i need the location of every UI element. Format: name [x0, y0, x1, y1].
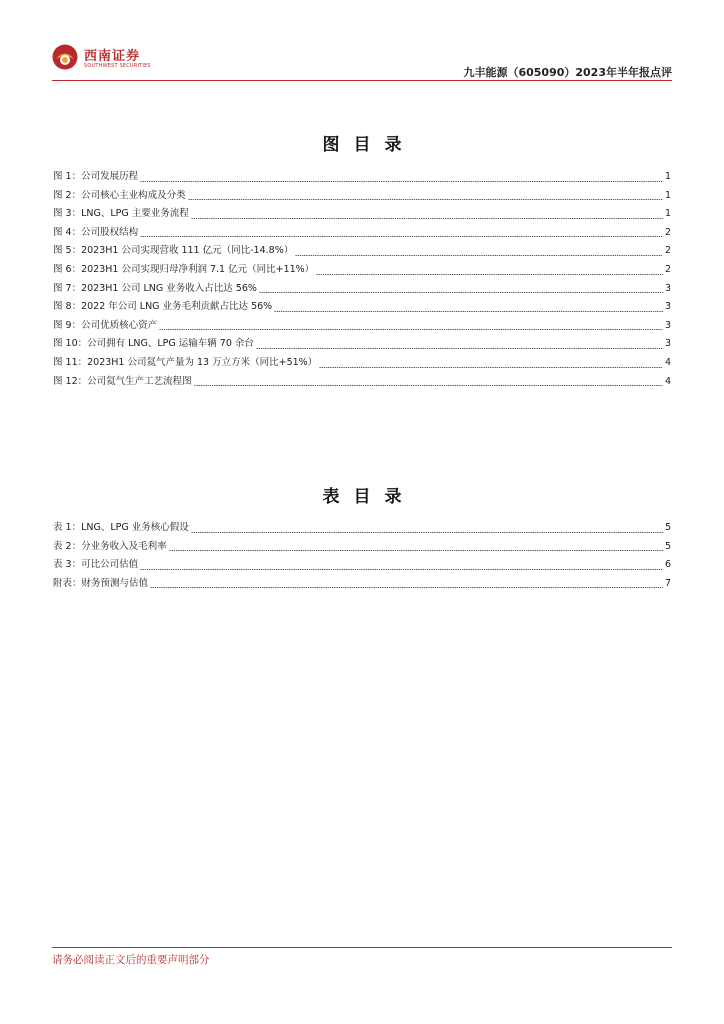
toc-entry[interactable]	[53, 298, 671, 317]
toc-entry-page-number[interactable]: 6	[664, 559, 671, 571]
toc-entry-page-number[interactable]: 2	[664, 226, 671, 238]
toc-entry-page-number[interactable]: 5	[664, 522, 671, 533]
header-divider	[52, 80, 672, 81]
toc-entry-label[interactable]: 图 10：公司拥有 LNG、LPG 运输车辆 70 余台	[53, 338, 254, 350]
toc-dot-leader	[256, 348, 663, 349]
toc-entry-page-number[interactable]: 2	[664, 263, 671, 275]
logo-name-cn: 西南证券	[84, 49, 141, 64]
toc-entry-page-number[interactable]: 7	[664, 577, 671, 589]
toc-entry-label[interactable]: 表 1：LNG、LPG 业务核心假设	[53, 522, 189, 533]
toc-entry-page-number[interactable]: 1	[664, 171, 671, 182]
toc-entry[interactable]	[53, 538, 671, 557]
toc-dot-leader	[169, 550, 663, 551]
toc-entry-page-number[interactable]: 3	[664, 282, 671, 294]
toc-dot-leader	[194, 385, 663, 386]
footer-divider	[52, 947, 672, 948]
toc-entry-label[interactable]: 图 7：2023H1 公司 LNG 业务收入占比达 56%	[53, 282, 257, 294]
toc-dot-leader	[140, 181, 663, 182]
figures-section-title: 图目录	[322, 135, 416, 155]
logo-name-en: SOUTHWEST SECURITIES	[84, 63, 151, 69]
toc-entry[interactable]	[53, 261, 671, 280]
toc-entry-label[interactable]: 表 2：分业务收入及毛利率	[53, 540, 167, 552]
toc-dot-leader	[295, 255, 663, 256]
toc-entry-page-number[interactable]: 3	[664, 301, 671, 313]
toc-entry-page-number[interactable]: 2	[664, 245, 671, 257]
toc-entry[interactable]	[53, 224, 671, 243]
toc-dot-leader	[140, 569, 663, 570]
tables-toc-list	[53, 519, 671, 593]
toc-entry-page-number[interactable]: 1	[664, 189, 671, 201]
tables-section-title: 表目录	[322, 487, 416, 507]
toc-dot-leader	[140, 236, 663, 237]
toc-entry-page-number[interactable]: 3	[664, 338, 671, 350]
toc-entry-label[interactable]: 图 11：2023H1 公司氦气产量为 13 万立方米（同比+51%）	[53, 356, 318, 368]
toc-entry-label[interactable]: 图 12：公司氦气生产工艺流程图	[53, 375, 192, 387]
toc-dot-leader	[188, 199, 663, 200]
figures-toc-list	[53, 168, 671, 391]
toc-entry[interactable]	[53, 242, 671, 261]
toc-entry-label[interactable]: 图 5：2023H1 公司实现营收 111 亿元（同比-14.8%）	[53, 245, 294, 257]
toc-entry-label[interactable]: 图 3：LNG、LPG 主要业务流程	[53, 208, 189, 220]
toc-entry[interactable]	[53, 205, 671, 224]
toc-entry[interactable]	[53, 556, 671, 575]
toc-dot-leader	[274, 311, 663, 312]
toc-entry[interactable]	[53, 317, 671, 336]
toc-entry[interactable]	[53, 354, 671, 373]
report-header-title: 九丰能源（605090）2023年半年报点评	[463, 66, 672, 79]
toc-entry-label[interactable]: 图 8：2022 年公司 LNG 业务毛利贡献占比达 56%	[53, 301, 273, 313]
toc-entry-label[interactable]: 附表：财务预测与估值	[53, 577, 149, 589]
toc-entry-page-number[interactable]: 4	[664, 356, 671, 368]
toc-dot-leader	[319, 367, 663, 368]
toc-entry[interactable]	[53, 575, 671, 594]
toc-entry-page-number[interactable]: 3	[664, 319, 671, 331]
toc-dot-leader	[159, 329, 663, 330]
toc-entry[interactable]	[53, 280, 671, 299]
toc-entry[interactable]	[53, 373, 671, 392]
toc-entry-label[interactable]: 表 3：可比公司估值	[53, 559, 139, 571]
toc-entry-page-number[interactable]: 4	[664, 375, 671, 387]
toc-dot-leader	[191, 532, 663, 533]
logo-emblem-icon	[52, 44, 78, 70]
toc-entry-label[interactable]: 图 4：公司股权结构	[53, 226, 139, 238]
footer-disclaimer: 请务必阅读正文后的重要声明部分	[52, 954, 210, 966]
toc-entry-label[interactable]: 图 6：2023H1 公司实现归母净利润 7.1 亿元（同比+11%）	[53, 263, 315, 275]
toc-dot-leader	[259, 292, 663, 293]
toc-entry-page-number[interactable]: 5	[664, 540, 671, 552]
toc-entry[interactable]	[53, 335, 671, 354]
toc-entry-page-number[interactable]: 1	[664, 208, 671, 220]
toc-entry[interactable]	[53, 187, 671, 206]
toc-entry-label[interactable]: 图 1：公司发展历程	[53, 171, 139, 182]
toc-entry[interactable]	[53, 519, 671, 538]
toc-entry[interactable]	[53, 168, 671, 187]
toc-dot-leader	[150, 587, 663, 588]
toc-entry-label[interactable]: 图 9：公司优质核心资产	[53, 319, 158, 331]
toc-dot-leader	[316, 274, 663, 275]
toc-dot-leader	[191, 218, 663, 219]
company-logo	[52, 42, 162, 76]
toc-entry-label[interactable]: 图 2：公司核心主业构成及分类	[53, 189, 186, 201]
